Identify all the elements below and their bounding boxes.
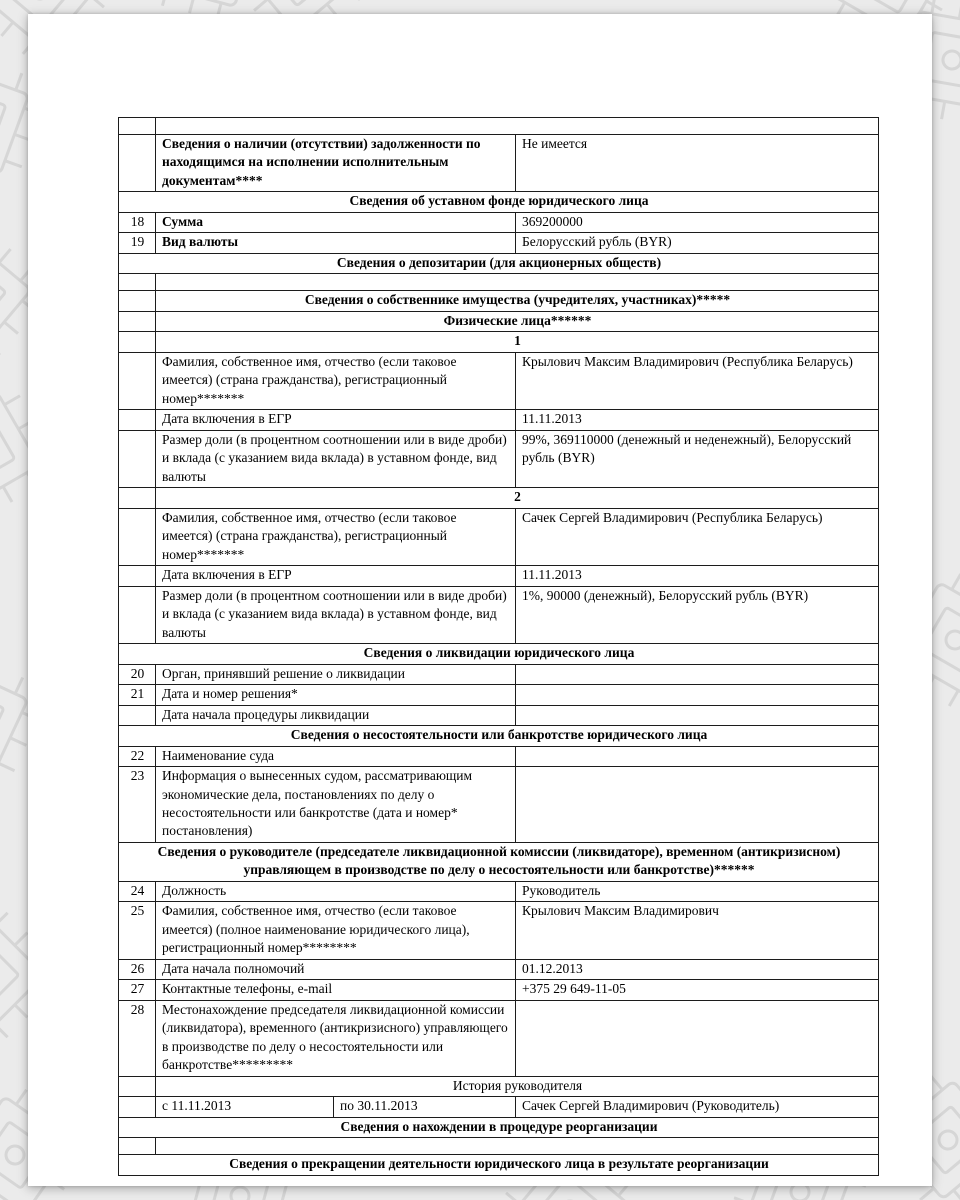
field-label: Фамилия, собственное имя, отчество (если таковое имеется) (полное наименование юридического лица), регистрационный номер********: [156, 902, 516, 959]
field-value: Крылович Максим Владимирович (Республика Беларусь): [516, 352, 879, 409]
row-number-cell: 18: [119, 212, 156, 232]
field-value: [516, 685, 879, 705]
table-row: [119, 274, 879, 291]
field-label: Местонахождение председателя ликвидационной комиссии (ликвидатора), временного (антикризисного) управляющего в производстве по делу о несостоятельности или банкротстве*********: [156, 1000, 516, 1076]
row-number-cell: [119, 705, 156, 725]
field-value: 01.12.2013: [516, 959, 879, 979]
table-row: [119, 746, 879, 766]
field-value: Не имеется: [516, 135, 879, 192]
row-number-cell: 20: [119, 664, 156, 684]
table-row: [119, 311, 879, 331]
table-row: [119, 488, 879, 508]
row-number-cell: [119, 1076, 156, 1096]
section-title: Сведения о нахождении в процедуре реорганизации: [119, 1117, 879, 1137]
field-value: [516, 767, 879, 843]
row-number-cell: 24: [119, 881, 156, 901]
row-number-cell: 23: [119, 767, 156, 843]
row-number-cell: [119, 566, 156, 586]
table-row: [119, 644, 879, 664]
field-value: 1%, 90000 (денежный), Белорусский рубль (BYR): [516, 586, 879, 643]
table-row: [119, 508, 879, 565]
table-row: [119, 767, 879, 843]
field-value: 99%, 369110000 (денежный и неденежный), Белорусский рубль (BYR): [516, 430, 879, 487]
table-row: [119, 902, 879, 959]
field-label: Информация о вынесенных судом, рассматривающим экономические дела, постановлениях по делу о несостоятельности или банкротстве (дата и номер* постановления): [156, 767, 516, 843]
row-number-cell: 27: [119, 980, 156, 1000]
field-value: 11.11.2013: [516, 566, 879, 586]
table-row: [119, 842, 879, 881]
field-label: Фамилия, собственное имя, отчество (если таковое имеется) (страна гражданства), регистрационный номер*******: [156, 352, 516, 409]
table-row: [119, 1000, 879, 1076]
row-number-cell: 28: [119, 1000, 156, 1076]
row-number-cell: [119, 311, 156, 331]
field-label: Наименование суда: [156, 746, 516, 766]
subsection-title: 2: [156, 488, 879, 508]
field-label: Дата включения в ЕГР: [156, 410, 516, 430]
field-label: Должность: [156, 881, 516, 901]
field-label: Дата начала полномочий: [156, 959, 516, 979]
row-number-cell: [119, 1138, 156, 1155]
date-to-cell: по 30.11.2013: [334, 1097, 516, 1117]
row-number-cell: 22: [119, 746, 156, 766]
row-number-cell: [119, 430, 156, 487]
field-value: [516, 1000, 879, 1076]
table-row: [119, 566, 879, 586]
field-value: 369200000: [516, 212, 879, 232]
section-title: Сведения о ликвидации юридического лица: [119, 644, 879, 664]
section-title: Сведения о несостоятельности или банкротстве юридического лица: [119, 726, 879, 746]
subsection-title: История руководителя: [156, 1076, 879, 1096]
field-value: +375 29 649-11-05: [516, 980, 879, 1000]
row-number-cell: [119, 410, 156, 430]
table-row: [119, 410, 879, 430]
row-number-cell: [119, 135, 156, 192]
row-number-cell: [119, 291, 156, 311]
table-row: [119, 664, 879, 684]
row-number-cell: 21: [119, 685, 156, 705]
field-value: Сачек Сергей Владимирович (Республика Беларусь): [516, 508, 879, 565]
table-row: [119, 332, 879, 352]
subsection-title: Сведения о собственнике имущества (учредителях, участниках)*****: [156, 291, 879, 311]
row-number-cell: [119, 274, 156, 291]
section-title: Сведения об уставном фонде юридического лица: [119, 192, 879, 212]
field-value: Руководитель: [516, 881, 879, 901]
table-row: [119, 291, 879, 311]
field-label: Дата включения в ЕГР: [156, 566, 516, 586]
field-label: Сведения о наличии (отсутствии) задолженности по находящимся на исполнении исполнительным документам****: [156, 135, 516, 192]
table-row: [119, 192, 879, 212]
registry-table-body: [119, 118, 879, 1176]
row-number-cell: [119, 488, 156, 508]
row-number-cell: 25: [119, 902, 156, 959]
field-value: [516, 705, 879, 725]
field-value: Белорусский рубль (BYR): [516, 233, 879, 253]
row-number-cell: 26: [119, 959, 156, 979]
date-from-cell: с 11.11.2013: [156, 1097, 334, 1117]
table-row: [119, 881, 879, 901]
section-title: Сведения о депозитарии (для акционерных обществ): [119, 253, 879, 273]
subsection-title: 1: [156, 332, 879, 352]
field-label: Фамилия, собственное имя, отчество (если таковое имеется) (страна гражданства), регистрационный номер*******: [156, 508, 516, 565]
field-label: Орган, принявший решение о ликвидации: [156, 664, 516, 684]
table-row: [119, 430, 879, 487]
table-row: [119, 1076, 879, 1096]
row-number-cell: [119, 332, 156, 352]
field-value: Крылович Максим Владимирович: [516, 902, 879, 959]
table-row: [119, 1138, 879, 1155]
table-row: [119, 1097, 879, 1117]
row-number-cell: [119, 1097, 156, 1117]
table-row: [119, 685, 879, 705]
field-value: [516, 664, 879, 684]
field-value: 11.11.2013: [516, 410, 879, 430]
empty-cell: [156, 118, 879, 135]
section-title: Сведения о руководителе (председателе ликвидационной комиссии (ликвидаторе), временном (антикризисном) управляющем в производстве по делу о несостоятельности или банкротстве)******: [119, 842, 879, 881]
registry-extract-table: [118, 117, 879, 1176]
field-value: Сачек Сергей Владимирович (Руководитель): [516, 1097, 879, 1117]
table-row: [119, 586, 879, 643]
table-row: [119, 1117, 879, 1137]
row-number-cell: 19: [119, 233, 156, 253]
subsection-title: Физические лица******: [156, 311, 879, 331]
table-row: [119, 980, 879, 1000]
field-label: Дата начала процедуры ликвидации: [156, 705, 516, 725]
section-title: Сведения о прекращении деятельности юридического лица в результате реорганизации: [119, 1155, 879, 1175]
table-row: [119, 705, 879, 725]
table-row: [119, 118, 879, 135]
table-row: [119, 726, 879, 746]
field-label: Размер доли (в процентном соотношении или в виде дроби) и вклада (с указанием вида вклада) в уставном фонде, вид валюты: [156, 430, 516, 487]
row-number-cell: [119, 508, 156, 565]
table-row: [119, 253, 879, 273]
field-label: Дата и номер решения*: [156, 685, 516, 705]
field-label: Сумма: [156, 212, 516, 232]
row-number-cell: [119, 118, 156, 135]
field-label: Вид валюты: [156, 233, 516, 253]
empty-cell: [156, 1138, 879, 1155]
table-row: [119, 135, 879, 192]
table-row: [119, 1155, 879, 1175]
row-number-cell: [119, 352, 156, 409]
row-number-cell: [119, 586, 156, 643]
table-row: [119, 352, 879, 409]
table-row: [119, 233, 879, 253]
field-label: Размер доли (в процентном соотношении или в виде дроби) и вклада (с указанием вида вклада) в уставном фонде, вид валюты: [156, 586, 516, 643]
document-page: [28, 14, 932, 1186]
field-label: Контактные телефоны, e-mail: [156, 980, 516, 1000]
table-row: [119, 959, 879, 979]
table-row: [119, 212, 879, 232]
empty-cell: [156, 274, 879, 291]
field-value: [516, 746, 879, 766]
